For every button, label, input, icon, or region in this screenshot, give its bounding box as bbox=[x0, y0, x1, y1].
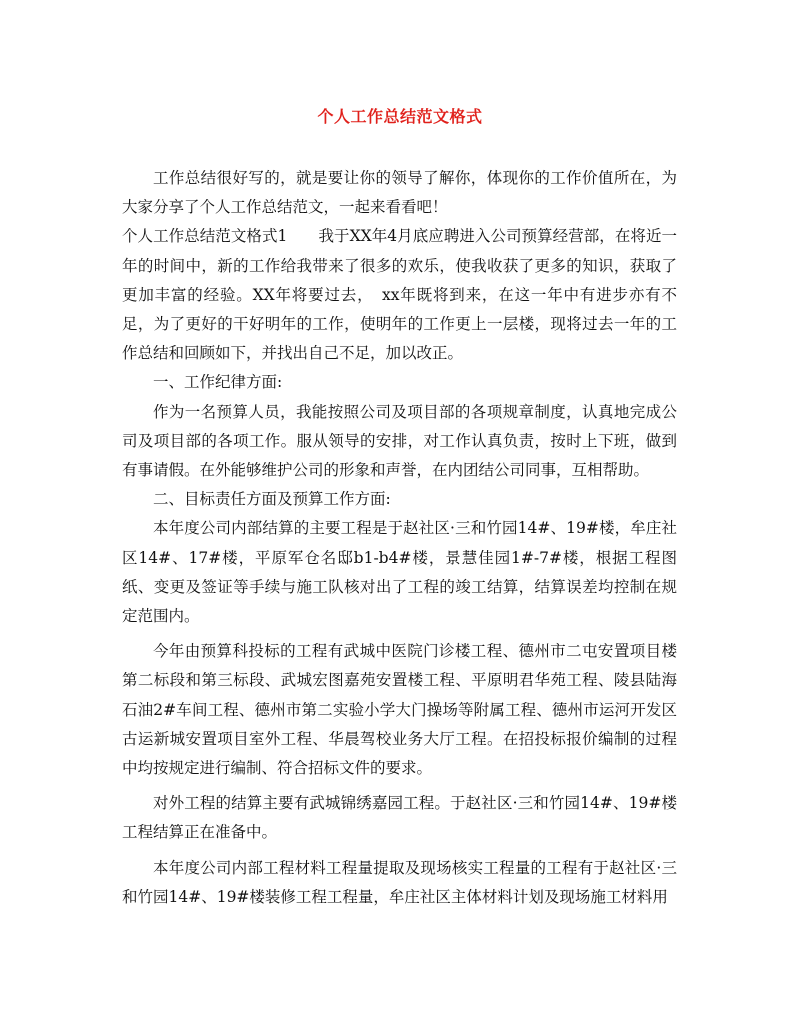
body-paragraph: 作为一名预算人员，我能按照公司及项目部的各项规章制度，认真地完成公司及项目部的各项工作。服从领导的安排，对工作认真负责，按时上下班，做到有事请假。在外能够维护公司的形象和声誉，在内团结公司同事，互相帮助。 bbox=[122, 402, 677, 480]
body-paragraph: 本年度公司内部工程材料工程量提取及现场核实工程量的工程有于赵社区·三和竹园14#、19#楼装修工程工程量，牟庄社区主体材料计划及现场施工材料用 bbox=[122, 858, 677, 906]
body-paragraph: 本年度公司内部结算的主要工程是于赵社区·三和竹园14#、19#楼，牟庄社区14#、17#楼，平原军仓名邸b1-b4#楼，景慧佳园1#-7#楼，根据工程图纸、变更及签证等手续与施工队核对出了工程的竣工结算，结算误差均控制在规定范围内。 bbox=[122, 519, 677, 626]
body-paragraph: 个人工作总结范文格式1 我于XX年4月底应聘进入公司预算经营部，在将近一年的时间中，新的工作给我带来了很多的欢乐，使我收获了更多的知识，获取了更加丰富的经验。XX年将要过去， xx年既将到来，在这一年中有进步亦有不足，为了更好的干好明年的工作，使明年的工作更上一层楼，现将过去一年的工作总结和回顾如下，并找出自己不足，加以改正。 bbox=[122, 227, 677, 363]
body-paragraph: 对外工程的结算主要有武城锦绣嘉园工程。于赵社区·三和竹园14#、19#楼工程结算正在准备中。 bbox=[122, 794, 677, 842]
document-body bbox=[122, 164, 677, 912]
section-heading: 一、工作纪律方面: bbox=[153, 373, 283, 392]
intro-paragraph: 工作总结很好写的，就是要让你的领导了解你，体现你的工作价值所在，为大家分享了个人工作总结范文，一起来看看吧！ bbox=[122, 169, 677, 217]
section-heading: 二、目标责任方面及预算工作方面: bbox=[153, 490, 391, 509]
document-title: 个人工作总结范文格式 bbox=[317, 107, 483, 126]
body-paragraph: 今年由预算科投标的工程有武城中医院门诊楼工程、德州市二屯安置项目楼第二标段和第三标段、武城宏图嘉苑安置楼工程、平原明君华苑工程、陵县陆海石油2#车间工程、德州市第二实验小学大门操场等附属工程、德州市运河开发区古运新城安置项目室外工程、华晨驾校业务大厅工程。在招投标报价编制的过程中均按规定进行编制、符合招标文件的要求。 bbox=[122, 642, 677, 778]
